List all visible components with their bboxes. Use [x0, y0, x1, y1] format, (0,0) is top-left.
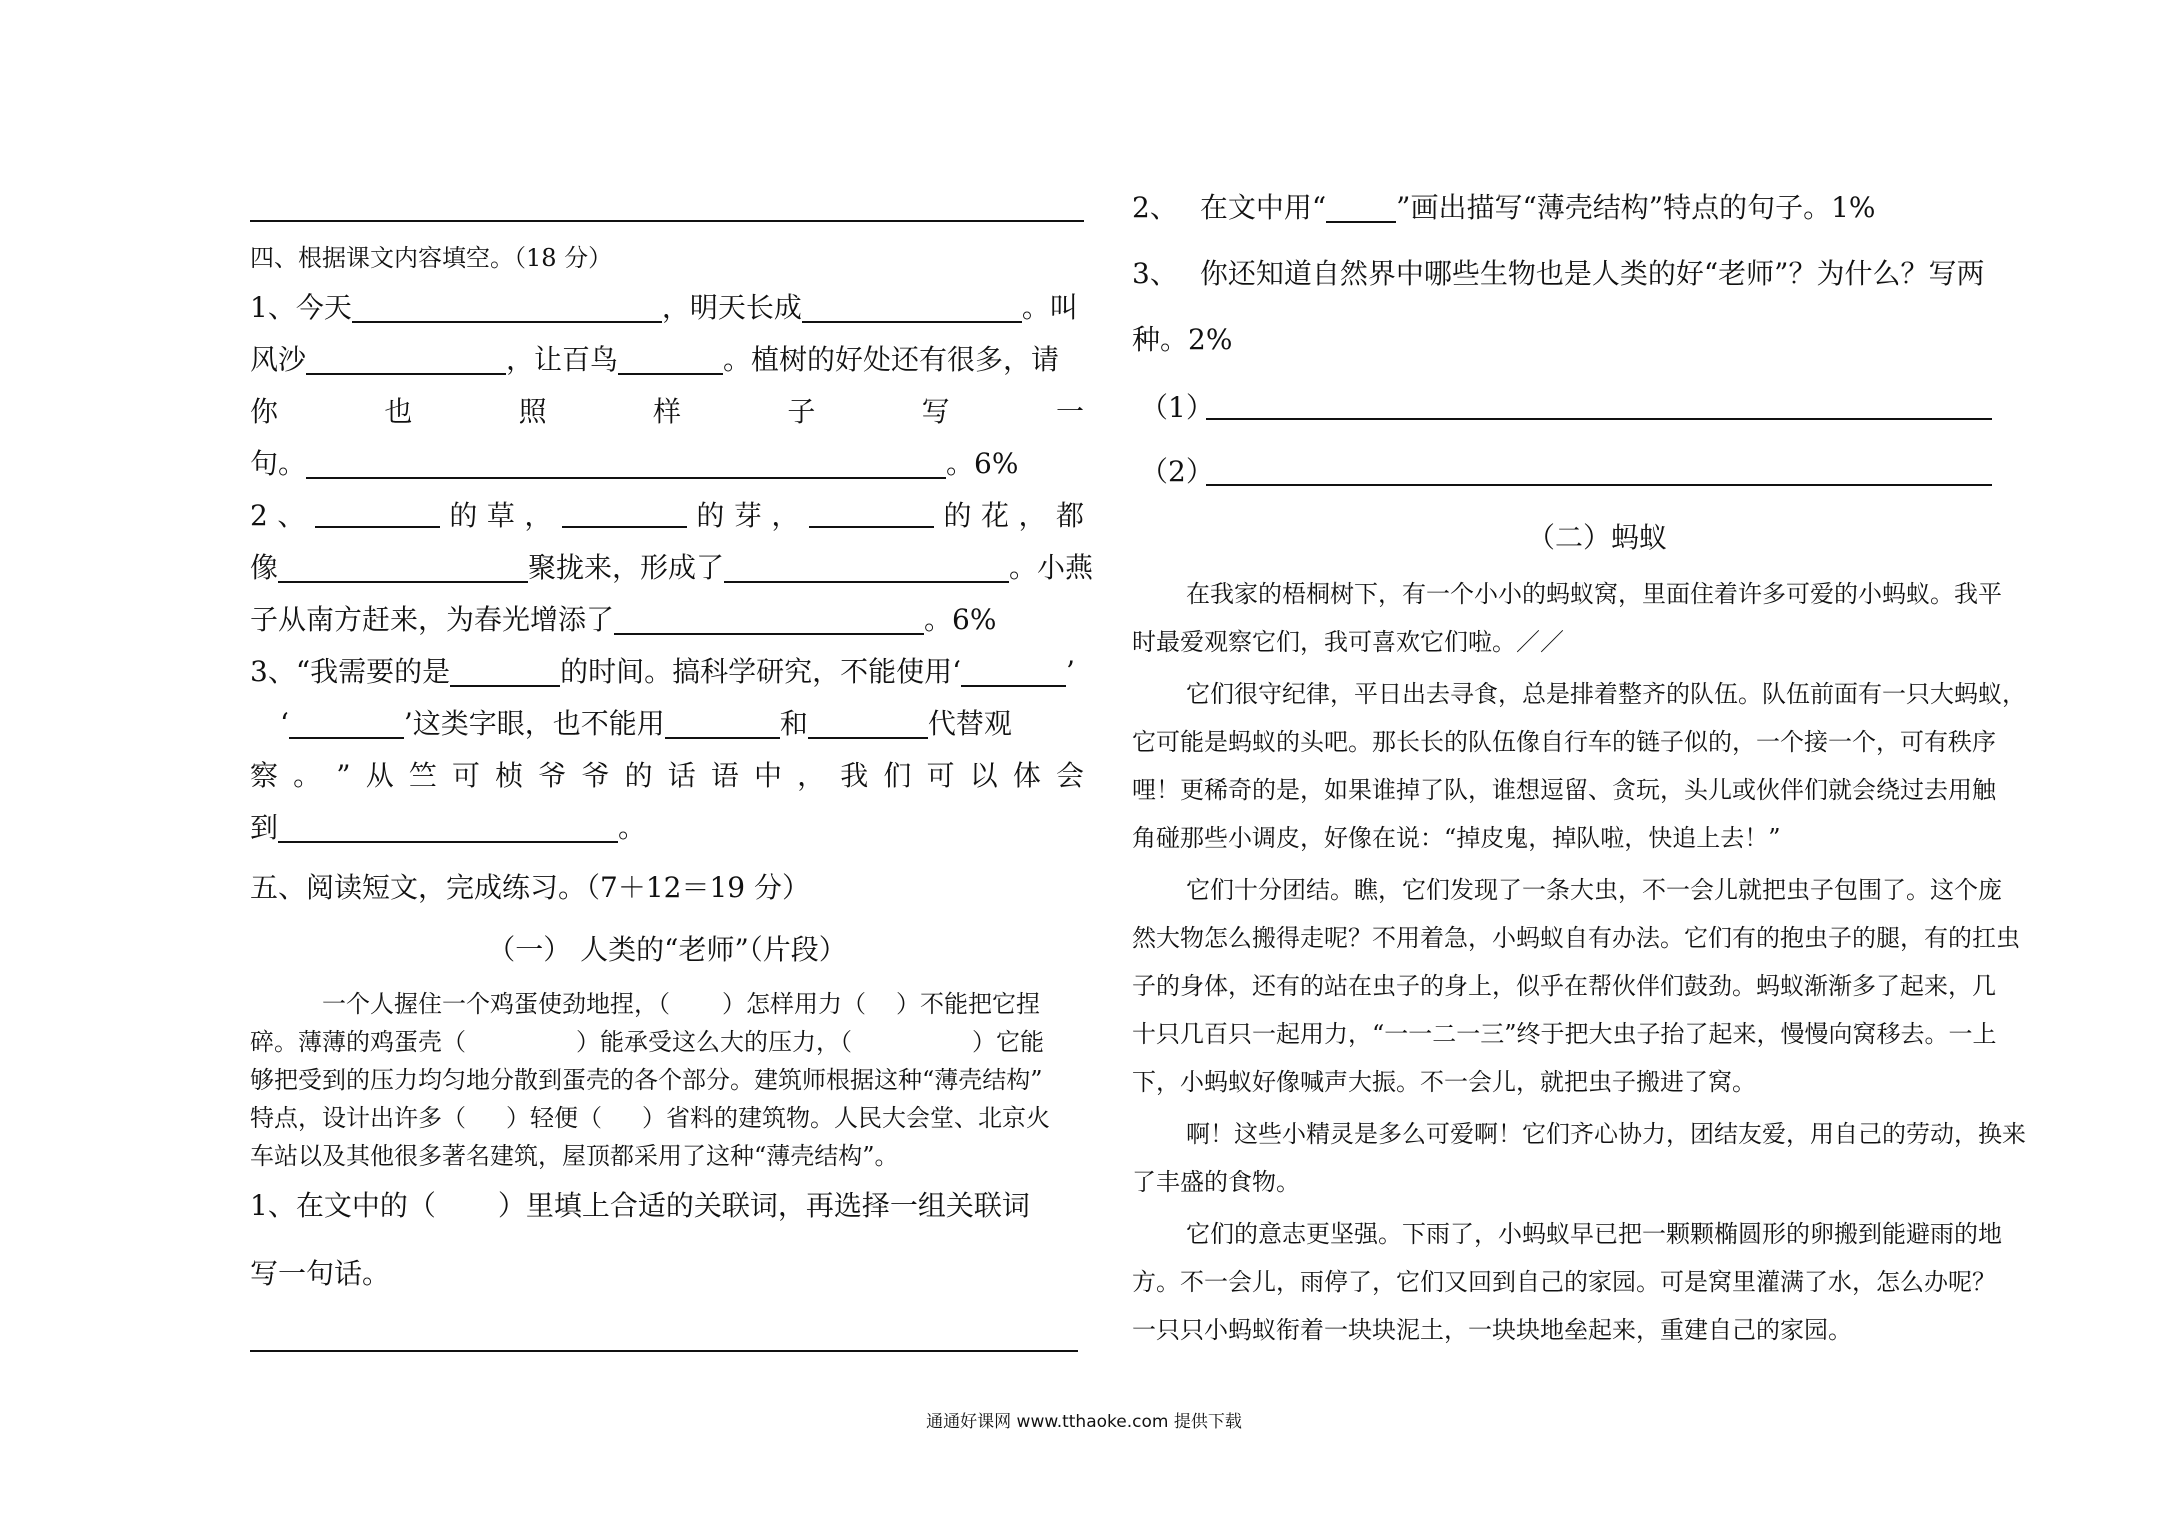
- right-q3-line1: 3、 你还知道自然界中哪些生物也是人类的好“老师”？为什么？写两: [1132, 257, 1985, 290]
- blank[interactable]: [809, 496, 934, 528]
- passage2-line: 它们很守纪律，平日出去寻食，总是排着整齐的队伍。队伍前面有一只大蚂蚁，: [1186, 680, 2026, 708]
- passage2-line: 然大物怎么搬得走呢？不用着急，小蚂蚁自有办法。它们有的抱虫子的腿，有的扛虫: [1132, 924, 2020, 952]
- q2-line3: 子从南方赶来，为春光增添了 。6%: [250, 603, 997, 636]
- passage2-line: 角碰那些小调皮，好像在说：“掉皮鬼，掉队啦，快追上去！”: [1132, 824, 1781, 852]
- bottom-answer-line[interactable]: [250, 1350, 1078, 1352]
- q1-after-line2: 写一句话。: [250, 1257, 391, 1290]
- answer-1: （1）: [1140, 391, 1214, 424]
- passage2-line: 它们十分团结。瞧，它们发现了一条大虫，不一会儿就把虫子包围了。这个庞: [1186, 876, 2002, 904]
- q3-line2: ‘ ’这类字眼，也不能用 和 代替观: [280, 707, 1012, 740]
- q1-line4: 句。 。6%: [250, 447, 1019, 480]
- passage1-line3: 够把受到的压力均匀地分散到蛋壳的各个部分。建筑师根据这种“薄壳结构”: [250, 1066, 1043, 1094]
- passage2-line: 十只几百只一起用力，“一一二一三”终于把大虫子抬了起来，慢慢向窝移去。一上: [1132, 1020, 1997, 1048]
- blank[interactable]: [1326, 191, 1396, 223]
- passage1-line1: 一个人握住一个鸡蛋使劲地捏，（ ）怎样用力（ ）不能把它捏: [322, 990, 1040, 1018]
- blank[interactable]: [961, 655, 1066, 687]
- blank[interactable]: [808, 707, 928, 739]
- passage2-line: 它们的意志更坚强。下雨了，小蚂蚁早已把一颗颗椭圆形的卵搬到能避雨的地: [1186, 1220, 2002, 1248]
- passage2-line: 子的身体，还有的站在虫子的身上，似乎在帮伙伴们鼓劲。蚂蚁渐渐多了起来，几: [1132, 972, 1996, 1000]
- top-answer-line: [250, 220, 1084, 222]
- blank[interactable]: [450, 655, 560, 687]
- passage2-line: 了丰盛的食物。: [1132, 1168, 1300, 1196]
- q3-line1: 3、“我需要的是 的时间。搞科学研究，不能使用‘ ’: [250, 655, 1075, 688]
- passage2-line: 下，小蚂蚁好像喊声大振。不一会儿，就把虫子搬进了窝。: [1132, 1068, 1756, 1096]
- blank[interactable]: [802, 291, 1022, 323]
- blank[interactable]: [724, 551, 1009, 583]
- section5-title: 五、阅读短文，完成练习。（7＋12＝19 分）: [250, 871, 810, 904]
- right-q3-line2: 种。2%: [1132, 323, 1233, 356]
- passage2-title: （二）蚂蚁: [1526, 521, 1667, 554]
- passage1-line2: 碎。薄薄的鸡蛋壳（ ）能承受这么大的压力，（ ）它能: [250, 1028, 1044, 1056]
- blank[interactable]: [278, 551, 528, 583]
- blank[interactable]: [315, 496, 440, 528]
- passage1-line5: 车站以及其他很多著名建筑，屋顶都采用了这种“薄壳结构”。: [250, 1142, 899, 1170]
- passage2-line: 啊！这些小精灵是多么可爱啊！它们齐心协力，团结友爱，用自己的劳动，换来: [1186, 1120, 2026, 1148]
- passage2-line: 它可能是蚂蚁的头吧。那长长的队伍像自行车的链子似的，一个接一个，可有秩序: [1132, 728, 1996, 756]
- blank[interactable]: [618, 343, 723, 375]
- passage2-line: 方。不一会儿，雨停了，它们又回到自己的家园。可是窝里灌满了水，怎么办呢？: [1132, 1268, 1996, 1296]
- q2-line1: 2 、 的 草 ， 的 芽 ， 的 花 ， 都: [250, 496, 1084, 536]
- blank[interactable]: [306, 343, 506, 375]
- passage1-line4: 特点，设计出许多（ ）轻便（ ）省料的建筑物。人民大会堂、北京火: [250, 1104, 1050, 1132]
- passage2-line: 哩！更稀奇的是，如果谁掉了队，谁想逗留、贪玩，头儿或伙伴们就会绕过去用触: [1132, 776, 1996, 804]
- q3-line4: 到 。: [250, 811, 647, 844]
- blank[interactable]: [289, 707, 404, 739]
- blank[interactable]: [614, 603, 924, 635]
- q1-line2: 风沙 ，让百鸟 。植树的好处还有很多，请: [250, 343, 1060, 376]
- passage2-line: 时最爱观察它们，我可喜欢它们啦。／／: [1132, 628, 1564, 656]
- answer-2-line[interactable]: [1206, 484, 1992, 486]
- blank[interactable]: [352, 291, 662, 323]
- q3-line3: 察 。 ” 从 竺 可 桢 爷 爷 的 话 语 中 ， 我 们 可 以 体 会: [250, 759, 1084, 792]
- answer-1-line[interactable]: [1206, 418, 1992, 420]
- q1-after-line1: 1、在文中的（ ）里填上合适的关联词，再选择一组关联词: [250, 1189, 1030, 1222]
- passage1-title: （一） 人类的“老师”（片段）: [487, 933, 847, 966]
- blank[interactable]: [278, 811, 618, 843]
- blank[interactable]: [562, 496, 687, 528]
- q2-line2: 像 聚拢来，形成了 。小燕: [250, 551, 1094, 584]
- blank[interactable]: [665, 707, 780, 739]
- passage2-line: 在我家的梧桐树下，有一个小小的蚂蚁窝，里面住着许多可爱的小蚂蚁。我平: [1186, 580, 2002, 608]
- q1-line1: 1、今天 ，明天长成 。叫: [250, 291, 1078, 324]
- q1-line3: 你 也 照 样 子 写 一: [250, 395, 1084, 428]
- passage2-line: 一只只小蚂蚁衔着一块块泥土，一块块地垒起来，重建自己的家园。: [1132, 1316, 1852, 1344]
- section4-title: 四、根据课文内容填空。（18 分）: [250, 244, 613, 272]
- right-q2: 2、 在文中用“ ”画出描写“薄壳结构”特点的句子。1%: [1132, 191, 1876, 224]
- footer-source: 通通好课网 www.tthaoke.com 提供下载: [926, 1412, 1242, 1432]
- answer-2: （2）: [1140, 455, 1214, 488]
- blank[interactable]: [306, 447, 946, 479]
